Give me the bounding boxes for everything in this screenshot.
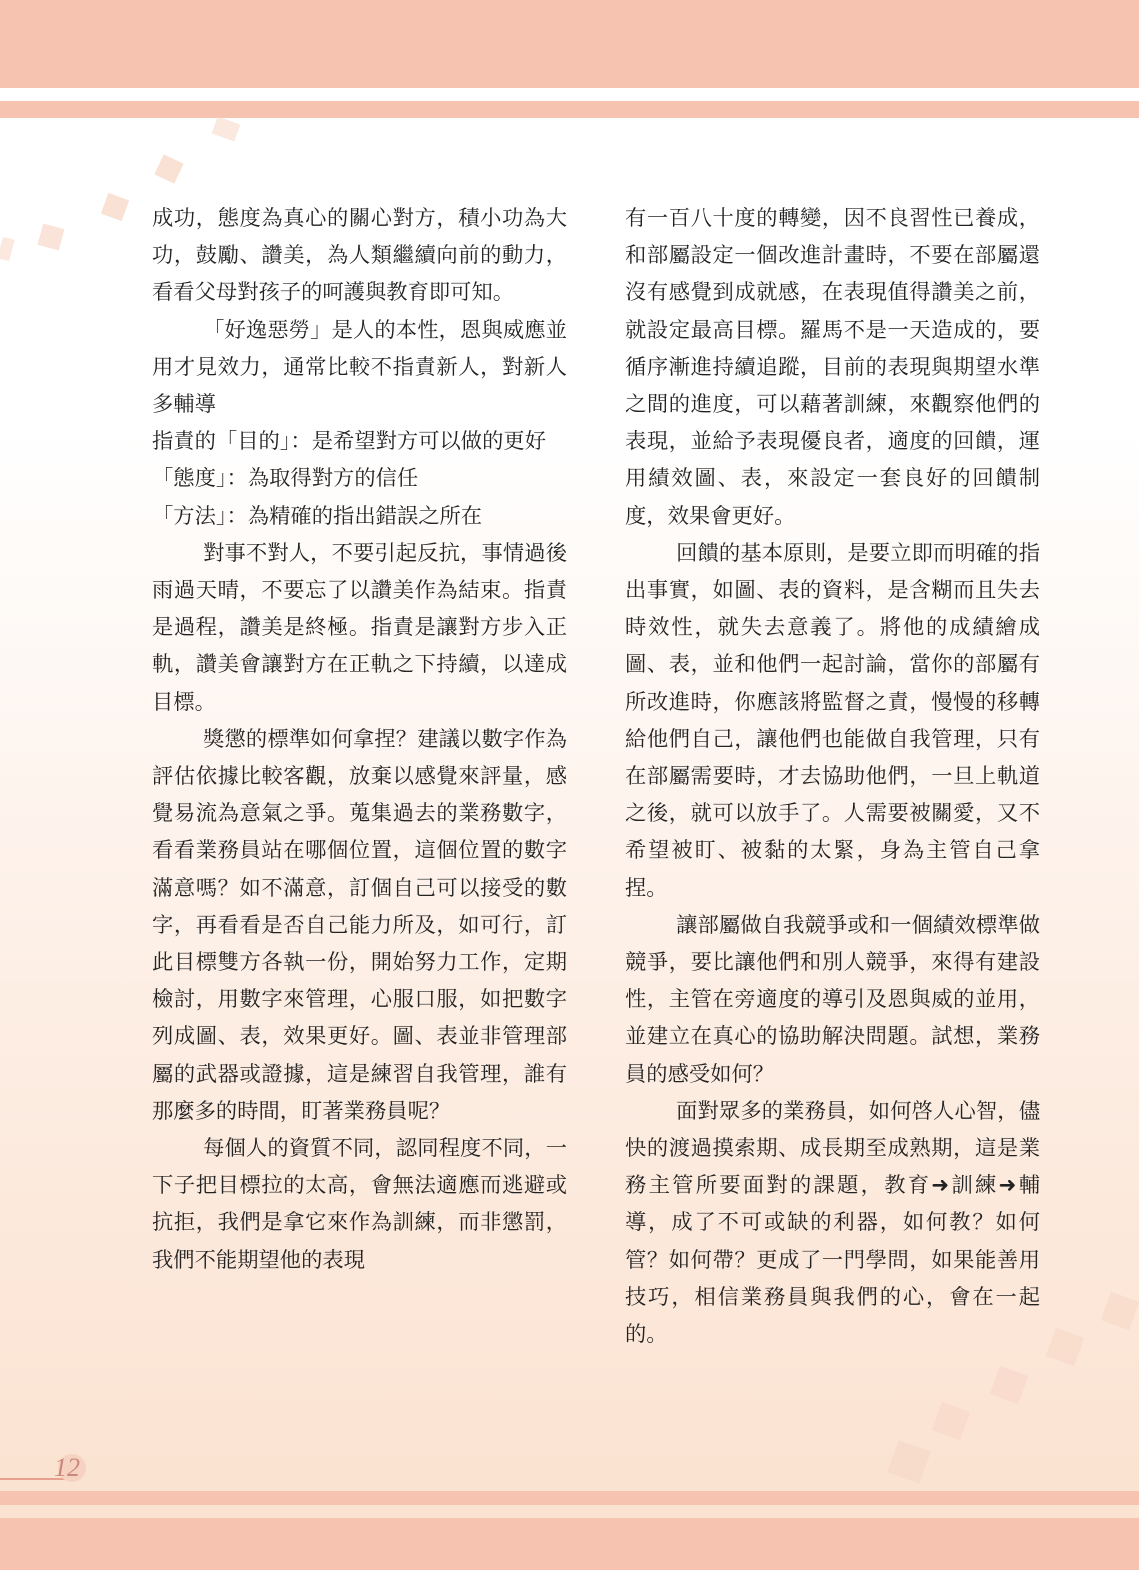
- decor-square: [101, 193, 129, 221]
- paragraph: 「態度」：為取得對方的信任: [152, 466, 419, 492]
- header-band: [0, 0, 1139, 88]
- paragraph: 回饋的基本原則，是要立即而明確的指出事實，如圖、表的資料，是含糊而且失去時效性，就失去意義了。將他的成績繪成圖、表，並和他們一起討論，當你的部屬有所改進時，你應該將監督之責，慢慢的移轉給他們自己，讓他們也能做自我管理，只有在部屬需要時，才去協助他們，一旦上軌道之後，就可以放手了。人需要被關愛，又不希望被盯、被黏的太緊，身為主管自己拿捏。: [625, 540, 1040, 901]
- decor-square: [887, 1440, 931, 1484]
- decor-square: [0, 237, 15, 261]
- footer-band: [0, 1518, 1139, 1570]
- decor-square: [154, 154, 183, 183]
- paragraph: 獎懲的標準如何拿捏？建議以數字作為評估依據比較客觀，放棄以感覺來評量，感覺易流為意氣之爭。蒐集過去的業務數字，看看業務員站在哪個位置，這個位置的數字滿意嗎？如不滿意，訂個自己可以接受的數字，再看看是否自己能力所及，如可行，訂此目標雙方各執一份，開始努力工作，定期檢討，用數字來管理，心服口服，如把數字列成圖、表，效果更好。圖、表並非管理部屬的武器或證據，這是練習自我管理，誰有那麼多的時間，盯著業務員呢？: [152, 726, 567, 1124]
- decor-square: [38, 224, 65, 251]
- footer-stripe: [0, 1491, 1139, 1505]
- decor-square: [990, 1366, 1028, 1404]
- paragraph: 指責的「目的」：是希望對方可以做的更好: [152, 429, 546, 455]
- right-column: [625, 200, 1040, 1353]
- header-stripe: [0, 101, 1139, 118]
- paragraph: 成功，態度為真心的關心對方，積小功為大功，鼓勵、讚美，為人類繼續向前的動力，看看父母對孩子的呵護與教育即可知。: [152, 206, 567, 306]
- paragraph: 有一百八十度的轉變，因不良習性已養成，和部屬設定一個改進計畫時，不要在部屬還沒有感覺到成就感，在表現值得讚美之前，就設定最高目標。羅馬不是一天造成的，要循序漸進持續追蹤，目前的表現與期望水準之間的進度，可以藉著訓練，來觀察他們的表現，並給予表現優良者，適度的回饋，運用績效圖、表，來設定一套良好的回饋制度，效果會更好。: [625, 206, 1040, 529]
- decor-square: [1101, 1292, 1139, 1330]
- paragraph: 「好逸惡勞」是人的本性，恩與威應並用才見效力，通常比較不指責新人，對新人多輔導: [152, 317, 567, 418]
- decor-square: [1046, 1328, 1084, 1366]
- paragraph: 每個人的資質不同，認同程度不同，一下子把目標拉的太高，會無法適應而逃避或抗拒，我們是拿它來作為訓練，而非懲罰，我們不能期望他的表現: [152, 1136, 567, 1273]
- left-column: [152, 200, 567, 1279]
- paragraph: 對事不對人，不要引起反抗，事情過後雨過天晴，不要忘了以讚美作為結束。指責是過程，讚美是終極。指責是讓對方步入正軌，讚美會讓對方在正軌之下持續，以達成目標。: [152, 540, 567, 715]
- paragraph: 面對眾多的業務員，如何啓人心智，儘快的渡過摸索期、成長期至成熟期，這是業務主管所要面對的課題，教育➜訓練➜輔導，成了不可或缺的利器，如何教？如何管？如何帶？更成了一門學問，如果能善用技巧，相信業務員與我們的心，會在一起的。: [625, 1098, 1040, 1348]
- decor-square: [932, 1402, 970, 1440]
- page-number: 12: [54, 1453, 80, 1482]
- paragraph: 讓部屬做自我競爭或和一個績效標準做競爭，要比讓他們和別人競爭，來得有建設性，主管在旁適度的導引及恩與威的並用，並建立在真心的協助解決問題。試想，業務員的感受如何？: [625, 912, 1040, 1087]
- decor-square: [212, 116, 241, 141]
- paragraph: 「方法」：為精確的指出錯誤之所在: [152, 503, 483, 529]
